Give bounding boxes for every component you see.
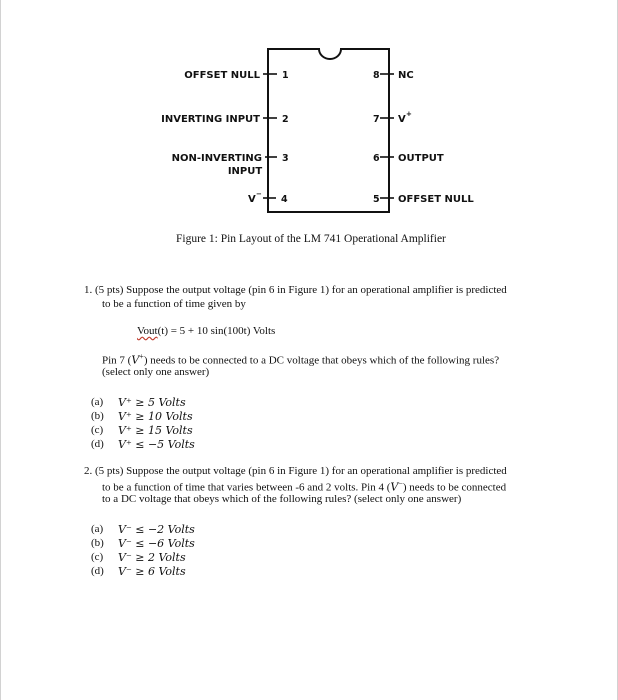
q1-line1: 1. (5 pts) Suppose the output voltage (pin 6 in Figure 1) for an operational amplifier is predicted [84,284,507,296]
q1-option-d-expr: V⁺ ≤ −5 Volts [118,438,195,451]
q1-option-d[interactable] [91,438,391,451]
pin3-label-line2: INPUT [227,166,263,177]
pin1-number: 1 [282,70,289,81]
pin7-number: 7 [373,114,380,125]
q2-option-c[interactable] [91,551,391,564]
q2-option-c-letter: (c) [91,551,104,563]
q2-option-a-letter: (a) [91,523,104,535]
q1-prompt-line2: (select only one answer) [102,366,210,378]
q1-prompt-a: Pin 7 ( [102,354,132,367]
pin7-label: V [398,114,406,125]
q1-prompt-b: ) needs to be connected to a DC voltage that obeys which of the following rules? [143,354,500,367]
q1-prompt-var: V [131,353,140,367]
q1-line2: to be a function of time given by [102,298,246,310]
q1-option-b-letter: (b) [91,410,104,422]
q1-equation [137,325,275,337]
q2-option-b-expr: V⁻ ≤ −6 Volts [118,537,195,550]
q1-prompt-sup: + [139,352,144,361]
pin4-label: V [248,194,256,205]
pin8-label: NC [398,70,414,81]
pin2-label: INVERTING INPUT [161,114,260,125]
q1-equation-rest: (t) = 5 + 10 sin(100t) Volts [157,325,276,337]
pin8-number: 8 [373,70,380,81]
q1-option-c-expr: V⁺ ≥ 15 Volts [118,424,193,437]
q2-option-d[interactable] [91,565,391,578]
pin5-number: 5 [373,194,380,205]
pin3-number: 3 [282,153,289,164]
q2-line1: 2. (5 pts) Suppose the output voltage (pin 6 in Figure 1) for an operational amplifier is predicted [84,465,507,477]
pin4-number: 4 [281,194,288,205]
q2-option-b[interactable] [91,537,391,550]
pin6-label: OUTPUT [398,153,444,164]
q2-option-a-expr: V⁻ ≤ −2 Volts [118,523,195,536]
q2-line2-sup: − [398,479,403,488]
q2-option-d-expr: V⁻ ≥ 6 Volts [118,565,186,578]
figure-caption: Figure 1: Pin Layout of the LM 741 Operational Amplifier [176,233,446,245]
pin6-number: 6 [373,153,380,164]
q2-option-b-letter: (b) [91,537,104,549]
q2-line3: to a DC voltage that obeys which of the following rules? (select only one answer) [102,493,462,505]
q1-prompt [102,352,499,367]
pin4-label-sup: − [256,190,262,198]
q2-option-a[interactable] [91,523,391,536]
q2-line2b: ) needs to be connected [402,481,507,494]
pin1-label: OFFSET NULL [184,70,260,81]
q2-line2-var: V [390,480,399,494]
q1-option-b-expr: V⁺ ≥ 10 Volts [118,410,193,423]
q1-equation-var: Vout [137,325,158,337]
q1-option-a-letter: (a) [91,396,104,408]
q1-option-c[interactable] [91,424,391,437]
q1-option-c-letter: (c) [91,424,104,436]
pin3-label-line1: NON-INVERTING [171,153,262,164]
q2-line2 [102,479,506,494]
q1-option-b[interactable] [91,410,391,423]
q2-line2a: to be a function of time that varies between -6 and 2 volts. Pin 4 ( [102,481,391,494]
pin-layout-diagram [0,0,618,230]
q1-option-d-letter: (d) [91,438,104,450]
pin7-label-sup: + [406,110,412,118]
q2-option-c-expr: V⁻ ≥ 2 Volts [118,551,186,564]
q1-option-a[interactable] [91,396,391,409]
pin2-number: 2 [282,114,289,125]
pin5-label: OFFSET NULL [398,194,474,205]
q2-option-d-letter: (d) [91,565,104,577]
q1-option-a-expr: V⁺ ≥ 5 Volts [118,396,186,409]
